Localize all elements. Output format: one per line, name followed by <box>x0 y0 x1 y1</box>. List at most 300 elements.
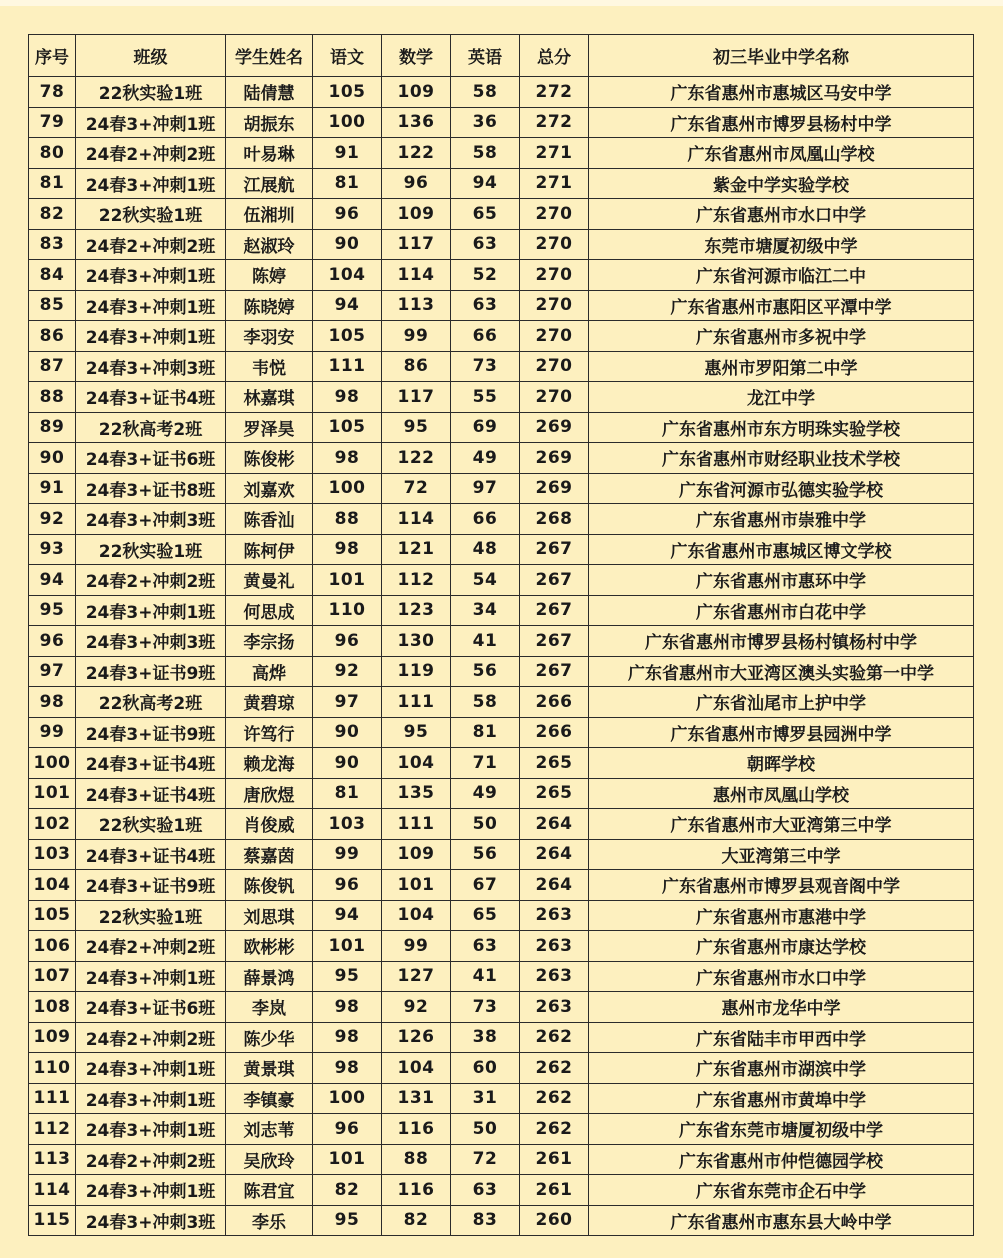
cell-chinese: 88 <box>313 504 382 535</box>
table-row <box>29 1022 974 1053</box>
cell-class: 22秋高考2班 <box>76 687 226 718</box>
table-row <box>29 1144 974 1175</box>
cell-english: 56 <box>451 656 520 687</box>
table-row <box>29 168 974 199</box>
cell-student-name: 李宗扬 <box>226 626 313 657</box>
cell-total: 270 <box>520 382 589 413</box>
table-row <box>29 321 974 352</box>
cell-index: 102 <box>29 809 76 840</box>
cell-english: 60 <box>451 1053 520 1084</box>
cell-english: 58 <box>451 138 520 169</box>
cell-english: 49 <box>451 778 520 809</box>
cell-english: 94 <box>451 168 520 199</box>
cell-junior-school: 广东省惠州市惠环中学 <box>589 565 974 596</box>
cell-index: 94 <box>29 565 76 596</box>
table-row <box>29 748 974 779</box>
cell-total: 263 <box>520 961 589 992</box>
cell-class: 22秋实验1班 <box>76 77 226 108</box>
table-row <box>29 138 974 169</box>
score-sheet <box>28 34 974 1236</box>
cell-english: 72 <box>451 1144 520 1175</box>
header-row <box>29 35 974 77</box>
cell-class: 24春3+证书9班 <box>76 656 226 687</box>
cell-class: 24春3+证书4班 <box>76 748 226 779</box>
cell-total: 267 <box>520 595 589 626</box>
cell-class: 24春3+证书4班 <box>76 839 226 870</box>
cell-junior-school: 广东省惠州市湖滨中学 <box>589 1053 974 1084</box>
cell-chinese: 105 <box>313 321 382 352</box>
cell-junior-school: 广东省惠州市黄埠中学 <box>589 1083 974 1114</box>
cell-index: 84 <box>29 260 76 291</box>
cell-total: 263 <box>520 992 589 1023</box>
cell-index: 115 <box>29 1205 76 1236</box>
cell-chinese: 90 <box>313 717 382 748</box>
cell-class: 24春3+证书6班 <box>76 992 226 1023</box>
cell-student-name: 叶易琳 <box>226 138 313 169</box>
cell-junior-school: 广东省惠州市惠城区博文学校 <box>589 534 974 565</box>
cell-index: 105 <box>29 900 76 931</box>
cell-chinese: 98 <box>313 1053 382 1084</box>
cell-index: 114 <box>29 1175 76 1206</box>
cell-student-name: 刘思琪 <box>226 900 313 931</box>
cell-math: 104 <box>382 748 451 779</box>
cell-chinese: 101 <box>313 931 382 962</box>
cell-total: 267 <box>520 534 589 565</box>
cell-total: 268 <box>520 504 589 535</box>
cell-english: 58 <box>451 77 520 108</box>
cell-class: 24春2+冲刺2班 <box>76 1144 226 1175</box>
cell-math: 123 <box>382 595 451 626</box>
cell-chinese: 98 <box>313 992 382 1023</box>
table-row <box>29 717 974 748</box>
cell-math: 114 <box>382 504 451 535</box>
cell-junior-school: 广东省惠州市崇雅中学 <box>589 504 974 535</box>
table-row <box>29 656 974 687</box>
cell-index: 112 <box>29 1114 76 1145</box>
cell-math: 111 <box>382 809 451 840</box>
cell-student-name: 黄景琪 <box>226 1053 313 1084</box>
cell-math: 122 <box>382 138 451 169</box>
cell-total: 262 <box>520 1022 589 1053</box>
cell-junior-school: 紫金中学实验学校 <box>589 168 974 199</box>
cell-english: 81 <box>451 717 520 748</box>
cell-student-name: 李羽安 <box>226 321 313 352</box>
cell-math: 127 <box>382 961 451 992</box>
cell-index: 106 <box>29 931 76 962</box>
cell-math: 104 <box>382 900 451 931</box>
cell-index: 98 <box>29 687 76 718</box>
cell-class: 24春3+冲刺1班 <box>76 1083 226 1114</box>
table-row <box>29 565 974 596</box>
cell-index: 108 <box>29 992 76 1023</box>
cell-class: 24春3+冲刺1班 <box>76 1053 226 1084</box>
cell-student-name: 肖俊威 <box>226 809 313 840</box>
cell-english: 52 <box>451 260 520 291</box>
cell-chinese: 99 <box>313 839 382 870</box>
cell-student-name: 江展航 <box>226 168 313 199</box>
cell-english: 63 <box>451 229 520 260</box>
cell-english: 56 <box>451 839 520 870</box>
header-index: 序号 <box>29 35 76 77</box>
cell-junior-school: 惠州市罗阳第二中学 <box>589 351 974 382</box>
cell-junior-school: 广东省惠州市大亚湾区澳头实验第一中学 <box>589 656 974 687</box>
cell-student-name: 刘志苇 <box>226 1114 313 1145</box>
cell-total: 269 <box>520 412 589 443</box>
cell-math: 131 <box>382 1083 451 1114</box>
table-row <box>29 1083 974 1114</box>
cell-math: 117 <box>382 382 451 413</box>
cell-index: 86 <box>29 321 76 352</box>
cell-english: 31 <box>451 1083 520 1114</box>
cell-chinese: 100 <box>313 473 382 504</box>
cell-math: 86 <box>382 351 451 382</box>
cell-total: 267 <box>520 626 589 657</box>
cell-chinese: 95 <box>313 961 382 992</box>
cell-total: 264 <box>520 839 589 870</box>
cell-student-name: 陈俊钒 <box>226 870 313 901</box>
cell-class: 24春3+证书4班 <box>76 778 226 809</box>
cell-class: 24春3+冲刺1班 <box>76 961 226 992</box>
cell-class: 22秋高考2班 <box>76 412 226 443</box>
cell-chinese: 103 <box>313 809 382 840</box>
cell-index: 104 <box>29 870 76 901</box>
cell-index: 97 <box>29 656 76 687</box>
cell-chinese: 98 <box>313 1022 382 1053</box>
cell-math: 111 <box>382 687 451 718</box>
cell-math: 121 <box>382 534 451 565</box>
table-row <box>29 351 974 382</box>
cell-total: 272 <box>520 107 589 138</box>
cell-student-name: 何思成 <box>226 595 313 626</box>
cell-math: 122 <box>382 443 451 474</box>
cell-student-name: 伍湘圳 <box>226 199 313 230</box>
score-table <box>28 34 974 1236</box>
cell-chinese: 96 <box>313 870 382 901</box>
cell-english: 58 <box>451 687 520 718</box>
cell-chinese: 82 <box>313 1175 382 1206</box>
cell-math: 92 <box>382 992 451 1023</box>
cell-total: 260 <box>520 1205 589 1236</box>
cell-class: 24春3+冲刺1班 <box>76 290 226 321</box>
table-body <box>29 77 974 1236</box>
cell-student-name: 刘嘉欢 <box>226 473 313 504</box>
cell-junior-school: 广东省惠州市康达学校 <box>589 931 974 962</box>
cell-math: 82 <box>382 1205 451 1236</box>
cell-english: 69 <box>451 412 520 443</box>
cell-english: 63 <box>451 931 520 962</box>
header-math: 数学 <box>382 35 451 77</box>
table-row <box>29 687 974 718</box>
cell-english: 38 <box>451 1022 520 1053</box>
cell-math: 72 <box>382 473 451 504</box>
cell-math: 113 <box>382 290 451 321</box>
cell-english: 34 <box>451 595 520 626</box>
table-row <box>29 778 974 809</box>
table-row <box>29 1175 974 1206</box>
cell-class: 24春3+冲刺1班 <box>76 107 226 138</box>
cell-chinese: 98 <box>313 443 382 474</box>
table-row <box>29 504 974 535</box>
table-row <box>29 412 974 443</box>
cell-class: 24春3+冲刺1班 <box>76 260 226 291</box>
cell-chinese: 90 <box>313 229 382 260</box>
cell-english: 49 <box>451 443 520 474</box>
cell-english: 65 <box>451 199 520 230</box>
cell-index: 100 <box>29 748 76 779</box>
cell-chinese: 111 <box>313 351 382 382</box>
cell-total: 270 <box>520 199 589 230</box>
header-class: 班级 <box>76 35 226 77</box>
table-row <box>29 199 974 230</box>
cell-math: 101 <box>382 870 451 901</box>
header-student-name: 学生姓名 <box>226 35 313 77</box>
cell-math: 88 <box>382 1144 451 1175</box>
cell-chinese: 104 <box>313 260 382 291</box>
cell-total: 263 <box>520 931 589 962</box>
cell-class: 24春3+证书4班 <box>76 382 226 413</box>
cell-class: 22秋实验1班 <box>76 900 226 931</box>
cell-chinese: 96 <box>313 199 382 230</box>
cell-junior-school: 广东省惠州市仲恺德园学校 <box>589 1144 974 1175</box>
table-row <box>29 809 974 840</box>
cell-index: 101 <box>29 778 76 809</box>
table-row <box>29 473 974 504</box>
cell-index: 103 <box>29 839 76 870</box>
cell-class: 24春2+冲刺2班 <box>76 1022 226 1053</box>
table-row <box>29 382 974 413</box>
cell-index: 87 <box>29 351 76 382</box>
cell-total: 271 <box>520 168 589 199</box>
cell-total: 269 <box>520 473 589 504</box>
cell-math: 109 <box>382 839 451 870</box>
cell-total: 271 <box>520 138 589 169</box>
cell-total: 270 <box>520 290 589 321</box>
cell-junior-school: 广东省惠州市博罗县观音阁中学 <box>589 870 974 901</box>
cell-junior-school: 广东省惠州市惠城区马安中学 <box>589 77 974 108</box>
cell-junior-school: 广东省惠州市财经职业技术学校 <box>589 443 974 474</box>
cell-chinese: 105 <box>313 77 382 108</box>
cell-math: 112 <box>382 565 451 596</box>
cell-chinese: 81 <box>313 168 382 199</box>
cell-index: 92 <box>29 504 76 535</box>
cell-student-name: 唐欣煜 <box>226 778 313 809</box>
cell-junior-school: 广东省东莞市塘厦初级中学 <box>589 1114 974 1145</box>
cell-english: 50 <box>451 1114 520 1145</box>
cell-total: 262 <box>520 1114 589 1145</box>
table-row <box>29 992 974 1023</box>
cell-index: 89 <box>29 412 76 443</box>
cell-class: 24春2+冲刺2班 <box>76 565 226 596</box>
cell-math: 109 <box>382 77 451 108</box>
cell-math: 99 <box>382 931 451 962</box>
cell-math: 95 <box>382 717 451 748</box>
cell-chinese: 81 <box>313 778 382 809</box>
cell-total: 267 <box>520 565 589 596</box>
cell-student-name: 赵淑玲 <box>226 229 313 260</box>
cell-class: 24春3+冲刺1班 <box>76 1114 226 1145</box>
cell-class: 24春3+冲刺1班 <box>76 595 226 626</box>
cell-total: 270 <box>520 321 589 352</box>
table-row <box>29 290 974 321</box>
cell-junior-school: 广东省惠州市水口中学 <box>589 961 974 992</box>
cell-junior-school: 大亚湾第三中学 <box>589 839 974 870</box>
cell-student-name: 吴欣玲 <box>226 1144 313 1175</box>
cell-class: 22秋实验1班 <box>76 809 226 840</box>
cell-english: 73 <box>451 992 520 1023</box>
cell-class: 24春2+冲刺2班 <box>76 138 226 169</box>
cell-student-name: 陈少华 <box>226 1022 313 1053</box>
cell-class: 22秋实验1班 <box>76 199 226 230</box>
cell-student-name: 林嘉琪 <box>226 382 313 413</box>
cell-english: 50 <box>451 809 520 840</box>
cell-student-name: 李岚 <box>226 992 313 1023</box>
cell-junior-school: 广东省河源市弘德实验学校 <box>589 473 974 504</box>
cell-chinese: 96 <box>313 1114 382 1145</box>
cell-class: 24春3+冲刺3班 <box>76 504 226 535</box>
cell-index: 83 <box>29 229 76 260</box>
header-junior-school: 初三毕业中学名称 <box>589 35 974 77</box>
cell-junior-school: 广东省河源市临江二中 <box>589 260 974 291</box>
cell-junior-school: 广东省惠州市惠阳区平潭中学 <box>589 290 974 321</box>
table-row <box>29 77 974 108</box>
cell-english: 36 <box>451 107 520 138</box>
table-row <box>29 443 974 474</box>
cell-math: 104 <box>382 1053 451 1084</box>
cell-english: 63 <box>451 1175 520 1206</box>
cell-index: 88 <box>29 382 76 413</box>
cell-student-name: 陈柯伊 <box>226 534 313 565</box>
cell-total: 269 <box>520 443 589 474</box>
cell-student-name: 高烨 <box>226 656 313 687</box>
cell-chinese: 96 <box>313 626 382 657</box>
cell-english: 97 <box>451 473 520 504</box>
cell-index: 107 <box>29 961 76 992</box>
cell-math: 109 <box>382 199 451 230</box>
cell-junior-school: 广东省惠州市东方明珠实验学校 <box>589 412 974 443</box>
cell-student-name: 许笃行 <box>226 717 313 748</box>
cell-junior-school: 广东省惠州市水口中学 <box>589 199 974 230</box>
cell-junior-school: 广东省惠州市博罗县杨村镇杨村中学 <box>589 626 974 657</box>
cell-junior-school: 广东省惠州市凤凰山学校 <box>589 138 974 169</box>
cell-index: 95 <box>29 595 76 626</box>
cell-total: 263 <box>520 900 589 931</box>
cell-math: 116 <box>382 1114 451 1145</box>
cell-junior-school: 龙江中学 <box>589 382 974 413</box>
cell-index: 110 <box>29 1053 76 1084</box>
cell-class: 24春2+冲刺2班 <box>76 229 226 260</box>
cell-student-name: 黄碧琼 <box>226 687 313 718</box>
cell-class: 24春3+证书8班 <box>76 473 226 504</box>
cell-english: 41 <box>451 961 520 992</box>
cell-english: 54 <box>451 565 520 596</box>
table-row <box>29 595 974 626</box>
cell-total: 262 <box>520 1083 589 1114</box>
cell-student-name: 胡振东 <box>226 107 313 138</box>
cell-student-name: 陆倩慧 <box>226 77 313 108</box>
cell-math: 126 <box>382 1022 451 1053</box>
cell-class: 22秋实验1班 <box>76 534 226 565</box>
cell-english: 83 <box>451 1205 520 1236</box>
cell-junior-school: 广东省惠州市惠港中学 <box>589 900 974 931</box>
cell-student-name: 陈俊彬 <box>226 443 313 474</box>
header-total: 总分 <box>520 35 589 77</box>
cell-index: 91 <box>29 473 76 504</box>
cell-junior-school: 广东省惠州市惠东县大岭中学 <box>589 1205 974 1236</box>
cell-class: 24春3+冲刺1班 <box>76 321 226 352</box>
cell-junior-school: 惠州市凤凰山学校 <box>589 778 974 809</box>
cell-math: 135 <box>382 778 451 809</box>
cell-class: 24春3+冲刺3班 <box>76 351 226 382</box>
cell-english: 71 <box>451 748 520 779</box>
cell-index: 81 <box>29 168 76 199</box>
cell-total: 267 <box>520 656 589 687</box>
cell-student-name: 赖龙海 <box>226 748 313 779</box>
cell-junior-school: 东莞市塘厦初级中学 <box>589 229 974 260</box>
cell-math: 130 <box>382 626 451 657</box>
header-chinese: 语文 <box>313 35 382 77</box>
cell-student-name: 陈晓婷 <box>226 290 313 321</box>
table-row <box>29 870 974 901</box>
cell-english: 55 <box>451 382 520 413</box>
cell-total: 261 <box>520 1144 589 1175</box>
cell-class: 24春3+冲刺1班 <box>76 1175 226 1206</box>
cell-junior-school: 惠州市龙华中学 <box>589 992 974 1023</box>
table-row <box>29 260 974 291</box>
cell-chinese: 90 <box>313 748 382 779</box>
cell-chinese: 91 <box>313 138 382 169</box>
table-row <box>29 229 974 260</box>
table-row <box>29 534 974 565</box>
header-english: 英语 <box>451 35 520 77</box>
cell-math: 116 <box>382 1175 451 1206</box>
cell-math: 136 <box>382 107 451 138</box>
cell-student-name: 陈香汕 <box>226 504 313 535</box>
cell-english: 65 <box>451 900 520 931</box>
cell-student-name: 薛景鸿 <box>226 961 313 992</box>
cell-total: 270 <box>520 260 589 291</box>
table-row <box>29 1053 974 1084</box>
cell-index: 96 <box>29 626 76 657</box>
table-row <box>29 900 974 931</box>
cell-total: 264 <box>520 870 589 901</box>
cell-index: 93 <box>29 534 76 565</box>
cell-student-name: 李镇豪 <box>226 1083 313 1114</box>
cell-chinese: 100 <box>313 107 382 138</box>
cell-math: 119 <box>382 656 451 687</box>
cell-student-name: 陈君宜 <box>226 1175 313 1206</box>
cell-math: 99 <box>382 321 451 352</box>
cell-student-name: 罗泽昊 <box>226 412 313 443</box>
cell-student-name: 陈婷 <box>226 260 313 291</box>
cell-student-name: 黄曼礼 <box>226 565 313 596</box>
cell-total: 270 <box>520 351 589 382</box>
table-row <box>29 839 974 870</box>
cell-english: 66 <box>451 321 520 352</box>
cell-student-name: 蔡嘉茵 <box>226 839 313 870</box>
table-row <box>29 626 974 657</box>
cell-index: 113 <box>29 1144 76 1175</box>
cell-junior-school: 广东省惠州市博罗县园洲中学 <box>589 717 974 748</box>
cell-math: 95 <box>382 412 451 443</box>
cell-class: 24春2+冲刺2班 <box>76 931 226 962</box>
cell-english: 73 <box>451 351 520 382</box>
cell-total: 266 <box>520 717 589 748</box>
cell-student-name: 韦悦 <box>226 351 313 382</box>
cell-index: 90 <box>29 443 76 474</box>
cell-class: 24春3+证书9班 <box>76 717 226 748</box>
cell-class: 24春3+证书9班 <box>76 870 226 901</box>
cell-index: 78 <box>29 77 76 108</box>
